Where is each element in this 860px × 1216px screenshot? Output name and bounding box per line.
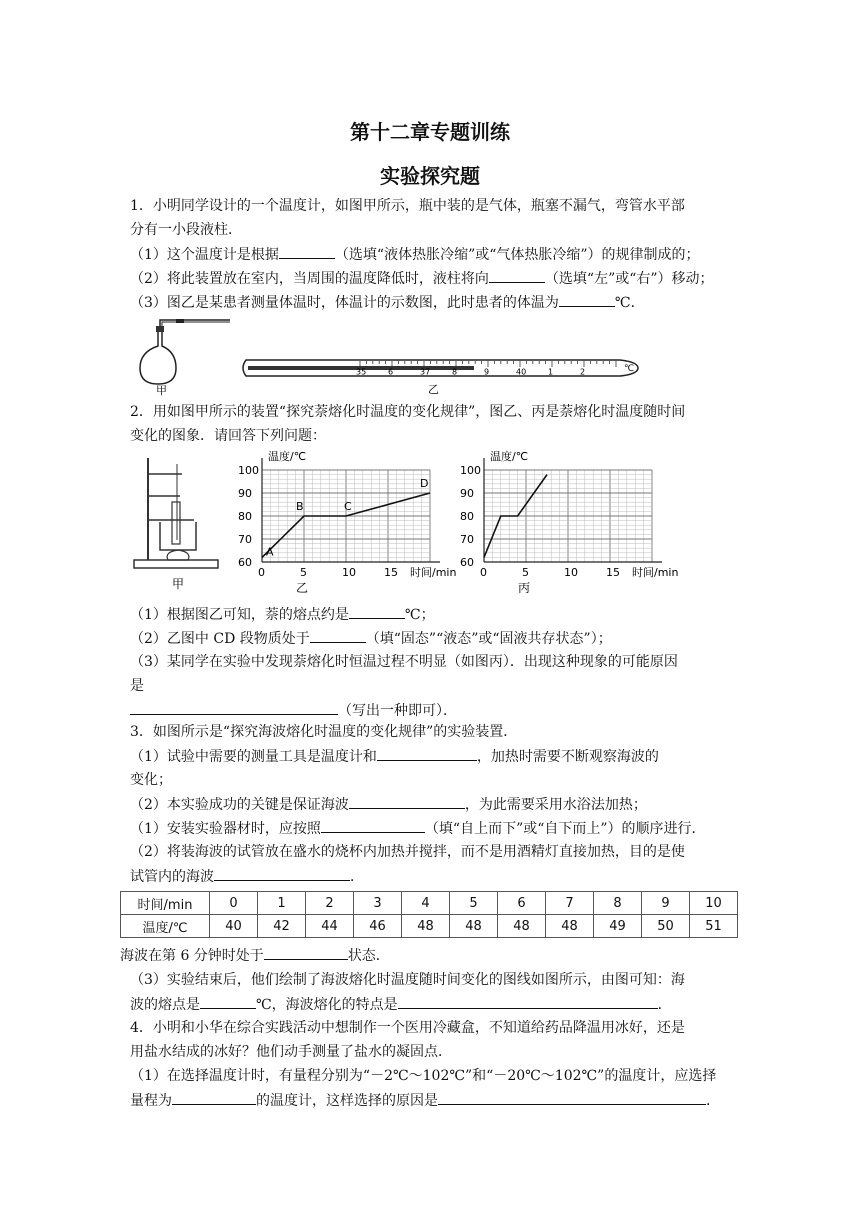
point-label: C [344, 500, 352, 513]
answer-blank[interactable] [489, 268, 545, 283]
y-tick-label: 100 [238, 464, 259, 477]
q3-part4: （2）将装海波的试管放在盛水的烧杯内加热并搅拌，而不是用酒精灯直接加热，目的是使 [130, 844, 685, 860]
beaker [160, 522, 196, 550]
x-tick-label: 15 [606, 566, 620, 579]
y-tick-label: 70 [460, 533, 474, 546]
q4-stem-line1: 4．小明和小华在综合实践活动中想制作一个医用冷藏盒，不知道给药品降温用冰好，还是 [130, 1020, 685, 1036]
q2-part3-cont: 是 [130, 678, 144, 694]
q3-stem: 3．如图所示是“探究海波熔化时温度的变化规律”的实验装置． [130, 724, 518, 740]
answer-blank[interactable] [321, 818, 425, 833]
chart-yi [228, 444, 457, 595]
apparatus-figure [130, 450, 230, 592]
flask-shape [140, 330, 176, 384]
x-tick-label: 5 [300, 566, 307, 579]
q2-part3: （3）某同学在实验中发现萘熔化时恒温过程不明显（如图丙）．出现这种现象的可能原因 [130, 654, 678, 670]
y-tick-label: 60 [238, 556, 252, 569]
x-tick-label: 5 [522, 566, 529, 579]
x-axis-label: 时间/min [632, 566, 679, 579]
chart-caption: 丙 [518, 581, 531, 595]
q1-part2: （2）将此装置放在室内，当周围的温度降低时，液柱将向 （选填“左”或“右”）移动； [130, 268, 745, 289]
q3-part6-cont: 波的熔点是 ℃，海波熔化的特点是 ． [130, 994, 745, 1015]
stand-base [134, 560, 218, 568]
q4-part1: （1）在选择温度计时，有量程分别为“－2℃～102℃”和“－20℃～102℃”的温度计，应选择 [130, 1068, 717, 1084]
point-label: B [296, 500, 304, 513]
liquid-column [176, 319, 184, 323]
answer-blank[interactable] [398, 994, 658, 1009]
q4-part1-cont: 量程为 的温度计，这样选择的原因是 ． [130, 1090, 745, 1111]
q1-part1: （1）这个温度计是根据 （选填“液体热胀冷缩”或“气体热胀冷缩”）的规律制成的； [130, 244, 745, 265]
y-tick-label: 80 [460, 510, 474, 523]
clinical-thermometer [240, 346, 650, 398]
fig-caption-yi: 乙 [428, 383, 439, 396]
scale-label: 35 [356, 367, 367, 377]
q2-part1: （1）根据图乙可知，萘的熔点约是 ℃； [130, 604, 745, 625]
q3-part6: （3）实验结束后，他们绘制了海波熔化时温度随时间变化的图线如图所示，由图可知：海 [130, 972, 685, 988]
y-tick-label: 90 [460, 487, 474, 500]
q3-part3: （1）安装实验器材时，应按照 （填“自上而下”或“自下而上”）的顺序进行． [130, 818, 745, 839]
answer-blank[interactable] [310, 628, 366, 643]
q4-stem-line2: 用盐水结成的冰好？他们动手测量了盐水的凝固点． [130, 1044, 452, 1060]
q1-stem-line1: 1．小明同学设计的一个温度计，如图甲所示，瓶中装的是气体，瓶塞不漏气，弯管水平部 [130, 198, 685, 214]
q3-part1-cont: 变化； [130, 772, 172, 788]
scale-label: 6 [388, 367, 394, 377]
x-tick-label: 10 [564, 566, 578, 579]
q1-stem-line2: 分有一小段液柱． [130, 222, 242, 238]
bent-tube [160, 320, 230, 326]
scale-unit: ℃ [624, 364, 635, 374]
table-header-cell: 温度/℃ [121, 915, 210, 938]
scale-label: 37 [420, 367, 431, 377]
y-axis-label: 温度/℃ [268, 450, 307, 463]
scale-label: 2 [580, 367, 586, 377]
alcohol-lamp [167, 550, 189, 560]
x-axis-label: 时间/min [410, 566, 457, 579]
table-header-cell: 时间/min [121, 892, 210, 915]
q2-stem-line1: 2．用如图甲所示的装置“探究萘熔化时温度的变化规律”，图乙、丙是萘熔化时温度随时间 [130, 404, 686, 420]
fig-caption-jia: 甲 [172, 577, 185, 591]
fig-caption-jia: 甲 [156, 384, 167, 397]
chart-bing [450, 444, 679, 595]
q3-part1: （1）试验中需要的测量工具是温度计和 ，加热时需要不断观察海波的 [130, 746, 745, 767]
flask-figure [130, 316, 240, 396]
point-label: A [266, 545, 274, 559]
x-tick-label: 10 [342, 566, 356, 579]
answer-blank[interactable] [349, 794, 465, 809]
answer-blank[interactable] [200, 994, 256, 1009]
table-row-time: 时间/min 0 1 2 3 4 5 6 7 8 9 10 [121, 892, 738, 915]
y-tick-label: 60 [460, 556, 474, 569]
data-table [120, 891, 738, 938]
answer-blank[interactable] [264, 945, 348, 960]
x-tick-label: 0 [480, 566, 487, 579]
q3-part4-cont: 试管内的海波 ． [130, 866, 745, 887]
section-title: 实验探究题 [380, 164, 480, 188]
y-tick-label: 70 [238, 533, 252, 546]
flask-stopper [156, 326, 164, 332]
q2-part3-answer: （写出一种即可）． [130, 700, 745, 721]
q3-part2: （2）本实验成功的关键是保证海波 ，为此需要采用水浴法加热； [130, 794, 745, 815]
q3-after-table: 海波在第 6 分钟时处于 状态． [120, 945, 735, 966]
y-tick-label: 80 [238, 510, 252, 523]
test-tube [172, 502, 180, 544]
answer-blank[interactable] [349, 604, 405, 619]
answer-blank[interactable] [279, 244, 335, 259]
q2-stem-line2: 变化的图象．请回答下列问题： [130, 428, 326, 444]
answer-blank[interactable] [214, 866, 350, 881]
x-tick-label: 0 [258, 566, 265, 579]
q2-part2: （2）乙图中 CD 段物质处于 （填“固态”“液态”或“固液共存状态”）； [130, 628, 745, 649]
answer-blank[interactable] [559, 292, 615, 307]
y-tick-label: 100 [460, 464, 481, 477]
y-tick-label: 90 [238, 487, 252, 500]
answer-blank[interactable] [438, 1090, 706, 1105]
answer-blank[interactable] [172, 1090, 256, 1105]
q1-part3: （3）图乙是某患者测量体温时，体温计的示数图，此时患者的体温为 ℃． [130, 292, 745, 313]
chapter-title: 第十二章专题训练 [350, 120, 510, 144]
y-axis-label: 温度/℃ [490, 450, 529, 463]
point-label: D [420, 477, 429, 490]
table-row-temp: 温度/℃ 40 42 44 46 48 48 48 48 49 50 51 [121, 915, 738, 938]
scale-label: 8 [452, 367, 458, 377]
scale-label: 1 [548, 367, 554, 377]
x-tick-label: 15 [384, 566, 398, 579]
answer-blank[interactable] [377, 746, 477, 761]
scale-label: 9 [484, 367, 490, 377]
chart-caption: 乙 [296, 581, 309, 595]
answer-blank[interactable] [130, 700, 338, 715]
scale-label: 40 [516, 367, 527, 377]
